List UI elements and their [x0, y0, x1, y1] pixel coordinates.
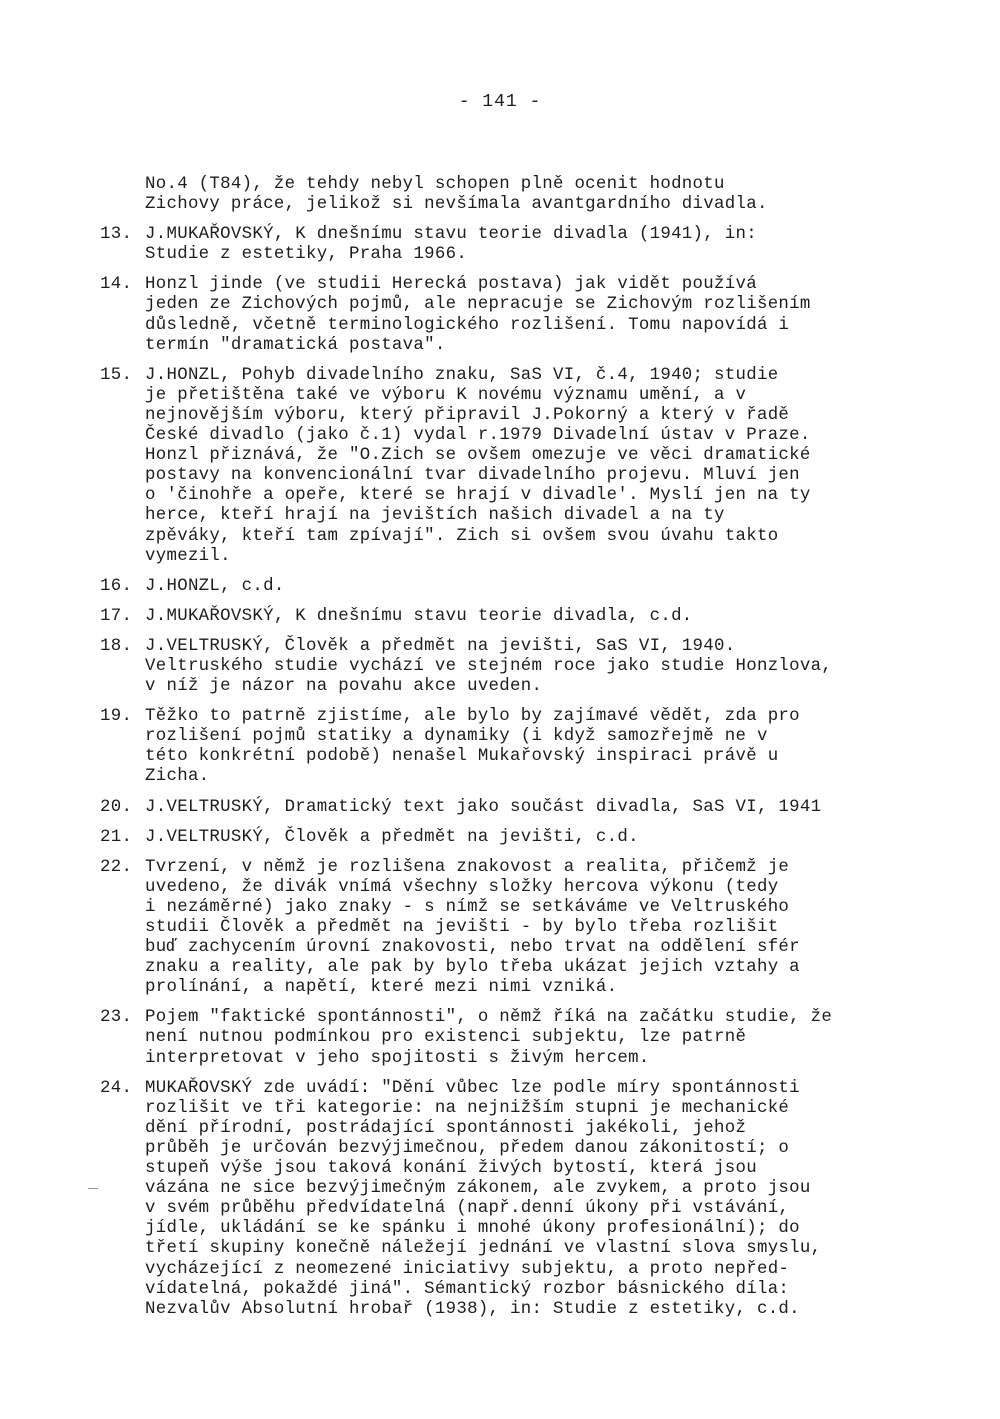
- endnote-line: J.MUKAŘOVSKÝ, K dnešnímu stavu teorie divadla, c.d.: [145, 606, 693, 626]
- endnote-line: není nutnou podmínkou pro existenci subjektu, lze patrně: [145, 1028, 747, 1048]
- endnote-line: MUKAŘOVSKÝ zde uvádí: "Dění vůbec lze podle míry spontánnosti: [145, 1078, 800, 1098]
- endnote-item: [100, 828, 920, 848]
- endnote-line: jídle, ukládání se ke spánku i mnohé úkony profesionální); do: [145, 1219, 800, 1239]
- endnote-line: J.HONZL, Pohyb divadelního znaku, SaS VI, č.4, 1940; studie: [145, 365, 779, 385]
- endnote-line: je přetištěna také ve výboru K novému významu umění, a v: [145, 385, 747, 405]
- endnote-item: [100, 577, 920, 597]
- endnote-text: [145, 707, 920, 787]
- endnote-line: buď zachycením úrovní znakovosti, nebo trvat na oddělení sfér: [145, 938, 800, 958]
- endnote-text: [145, 1008, 920, 1068]
- endnote-line: České divadlo (jako č.1) vydal r.1979 Divadelní ústav v Praze.: [145, 426, 811, 446]
- endnote-line: důsledně, včetně terminologického rozlišení. Tomu napovídá i: [145, 315, 790, 335]
- endnote-item: [100, 637, 920, 697]
- endnote-line: dění přírodní, postrádající spontánnosti jakékoli, jehož: [145, 1118, 747, 1138]
- endnote-item: [100, 175, 920, 215]
- endnote-line: i nezáměrné) jako znaky - s nímž se setkáváme ve Veltruského: [145, 897, 790, 917]
- endnote-line: J.VELTRUSKÝ, Člověk a předmět na jevišti, c.d.: [145, 827, 639, 847]
- endnote-item: [100, 858, 920, 999]
- endnote-line: rozlišení pojmů statiky a dynamiky (i když samozřejmě ne v: [145, 727, 768, 747]
- endnote-item: [100, 707, 920, 787]
- endnote-number: 13.: [100, 225, 133, 245]
- endnote-number: 18.: [100, 636, 133, 656]
- endnote-text: [145, 607, 920, 627]
- endnote-line: Tvrzení, v němž je rozlišena znakovost a realita, přičemž je: [145, 857, 790, 877]
- endnote-line: rozlišit ve tři kategorie: na nejnižším stupni je mechanické: [145, 1098, 790, 1118]
- endnote-text: [145, 798, 920, 818]
- endnote-number: 23.: [100, 1008, 133, 1028]
- scan-mark: [88, 1188, 98, 1189]
- endnote-line: vázána ne sice bezvýjimečným zákonem, ale zvykem, a proto jsou: [145, 1179, 811, 1199]
- endnote-text: [145, 275, 920, 355]
- endnote-line: uvedeno, že divák vnímá všechny složky hercova výkonu (tedy: [145, 877, 779, 897]
- endnote-line: Honzl jinde (ve studii Herecká postava) jak vidět používá: [145, 275, 757, 295]
- endnote-number: 16.: [100, 576, 133, 596]
- endnote-line: prolínání, a napětí, které mezi nimi vzniká.: [145, 978, 618, 998]
- endnote-line: znaku a reality, ale pak by bylo třeba ukázat jejich vztahy a: [145, 958, 800, 978]
- endnote-line: nejnovějším výboru, který připravil J.Pokorný a který v řadě: [145, 405, 790, 425]
- endnote-line: interpretovat v jeho spojitosti s živým hercem.: [145, 1048, 650, 1068]
- endnote-item: [100, 366, 920, 567]
- endnote-number: 21.: [100, 827, 133, 847]
- endnote-line: J.MUKAŘOVSKÝ, K dnešnímu stavu teorie divadla (1941), in:: [145, 225, 757, 245]
- endnote-line: v svém průběhu předvídatelná (např.denní úkony při vstávání,: [145, 1199, 790, 1219]
- endnote-number: 14.: [100, 275, 133, 295]
- endnote-text: [145, 1079, 920, 1320]
- endnote-line: Studie z estetiky, Praha 1966.: [145, 245, 468, 265]
- endnote-text: [145, 577, 920, 597]
- endnote-item: [100, 798, 920, 818]
- endnote-number: 24.: [100, 1078, 133, 1098]
- endnote-line: Pojem "faktické spontánnosti", o němž říká na začátku studie, že: [145, 1008, 833, 1028]
- endnote-line: Honzl přiznává, že "O.Zich se ovšem omezuje ve věci dramatické: [145, 446, 811, 466]
- endnote-line: J.VELTRUSKÝ, Člověk a předmět na jevišti, SaS VI, 1940.: [145, 636, 736, 656]
- endnote-line: postavy na konvencionální tvar divadelního projevu. Mluví jen: [145, 466, 800, 486]
- endnote-line: vycházející z neomezené iniciativy subjektu, a proto nepřed-: [145, 1259, 790, 1279]
- endnote-number: 19.: [100, 707, 133, 727]
- endnote-line: vymezil.: [145, 546, 231, 566]
- page-number: - 141 -: [458, 92, 542, 112]
- endnote-number: 15.: [100, 365, 133, 385]
- endnote-line: herce, kteří hrají na jevištích našich divadel a na ty: [145, 506, 725, 526]
- endnotes-list: [100, 175, 920, 1330]
- endnote-item: [100, 607, 920, 627]
- endnote-line: průběh je určován bezvýjimečnou, předem danou zákonitostí; o: [145, 1138, 790, 1158]
- endnote-line: vídatelná, pokaždé jiná". Sémantický rozbor básnického díla:: [145, 1279, 790, 1299]
- endnote-item: [100, 1079, 920, 1320]
- endnote-line: studii Člověk a předmět na jevišti - by bylo třeba rozlišit: [145, 918, 779, 937]
- endnote-text: [145, 225, 920, 265]
- endnote-line: Nezvalův Absolutní hrobař (1938), in: Studie z estetiky, c.d.: [145, 1299, 800, 1319]
- endnote-line: termín "dramatická postava".: [145, 335, 446, 355]
- endnote-item: [100, 1008, 920, 1068]
- endnote-line: o 'činohře a opeře, které se hrají v divadle'. Myslí jen na ty: [145, 486, 811, 506]
- endnote-text: [145, 175, 920, 215]
- endnote-line: No.4 (T84), že tehdy nebyl schopen plně ocenit hodnotu: [145, 175, 725, 194]
- endnote-item: [100, 275, 920, 355]
- endnote-line: J.HONZL, c.d.: [145, 576, 285, 596]
- endnote-line: Veltruského studie vychází ve stejném roce jako studie Honzlova,: [145, 656, 833, 676]
- endnote-line: Těžko to patrně zjistíme, ale bylo by zajímavé vědět, zda pro: [145, 707, 800, 727]
- endnote-text: [145, 366, 920, 567]
- endnote-number: 22.: [100, 857, 133, 877]
- endnote-line: Zicha.: [145, 767, 210, 787]
- endnote-line: jeden ze Zichových pojmů, ale nepracuje se Zichovým rozlišením: [145, 295, 811, 315]
- endnote-text: [145, 637, 920, 697]
- endnote-text: [145, 828, 920, 848]
- endnote-line: třetí skupiny konečně náležejí jednání ve vlastní slova smyslu,: [145, 1239, 822, 1259]
- endnote-number: 17.: [100, 606, 133, 626]
- endnote-item: [100, 225, 920, 265]
- endnote-number: 20.: [100, 797, 133, 817]
- endnote-line: této konkrétní podobě) nenašel Mukařovský inspiraci právě u: [145, 747, 779, 767]
- endnote-line: Zichovy práce, jelikož si nevšímala avantgardního divadla.: [145, 195, 768, 215]
- endnote-line: v níž je názor na povahu akce uveden.: [145, 677, 543, 697]
- endnote-line: stupeň výše jsou taková konání živých bytostí, která jsou: [145, 1159, 757, 1179]
- endnote-line: J.VELTRUSKÝ, Dramatický text jako součást divadla, SaS VI, 1941: [145, 797, 822, 817]
- endnote-text: [145, 858, 920, 999]
- endnote-line: zpěváky, kteří tam zpívají". Zich si ovšem svou úvahu takto: [145, 526, 779, 546]
